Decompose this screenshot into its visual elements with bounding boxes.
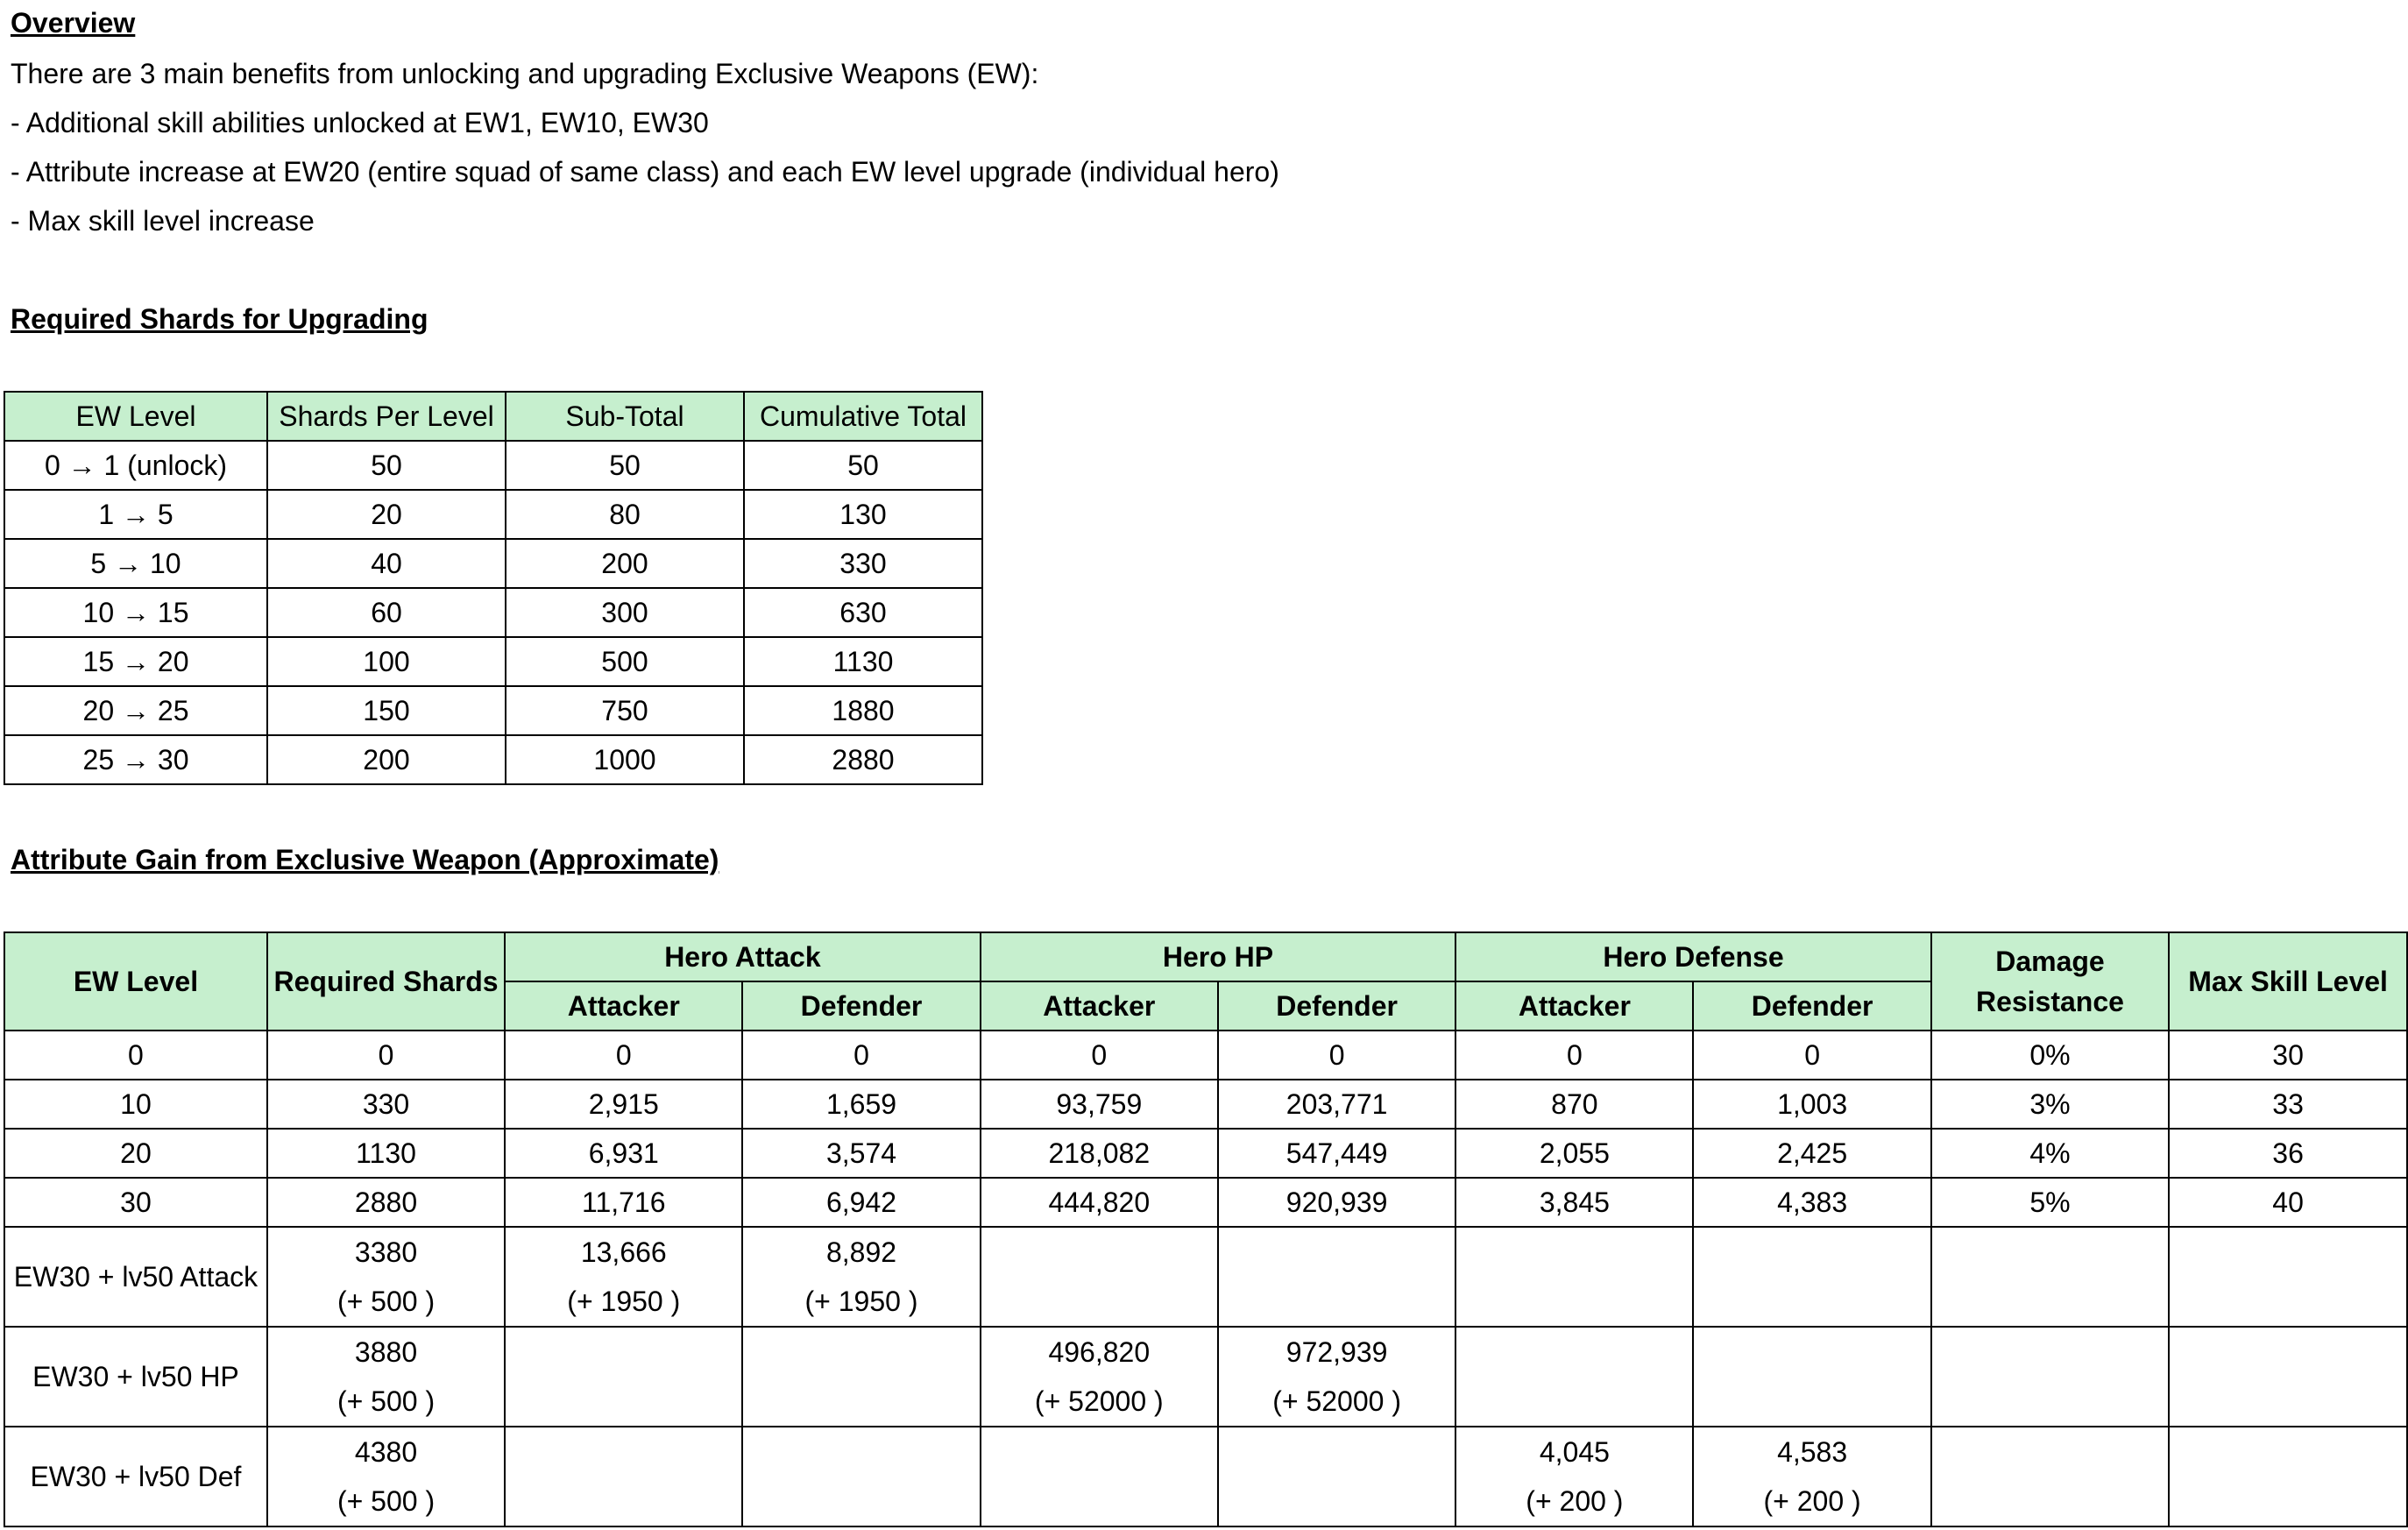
cell-sub-total: 300: [506, 588, 744, 637]
cell-value: 8,892: [825, 1236, 897, 1268]
cell-hp-attacker: 0: [981, 1031, 1218, 1080]
shards-heading: Required Shards for Upgrading: [11, 303, 428, 335]
cell-shards-per-level: 20: [267, 490, 506, 539]
table-row: [4, 1080, 2407, 1129]
cell-hp-attacker: [981, 1327, 1218, 1427]
cell-max-skill-level: [2169, 1427, 2407, 1526]
cell-attack-defender: 1,659: [742, 1080, 980, 1129]
header-damage-resistance: Damage Resistance: [1931, 932, 2169, 1031]
cell-increment: (+ 200 ): [1763, 1485, 1861, 1517]
cell-damage-resistance: 4%: [1931, 1129, 2169, 1178]
header-ew-level: EW Level: [4, 932, 267, 1031]
cell-hp-attacker: 93,759: [981, 1080, 1218, 1129]
table-row: [4, 637, 982, 686]
cell-defense-attacker: 2,055: [1455, 1129, 1693, 1178]
cell-attack-attacker: [505, 1227, 742, 1327]
header-hp-attacker: Attacker: [981, 981, 1218, 1031]
cell-hp-defender: [1218, 1327, 1455, 1427]
cell-defense-defender: [1693, 1227, 1930, 1327]
cell-hp-defender: 920,939: [1218, 1178, 1455, 1227]
cell-ew-level: 25 → 30: [4, 735, 267, 784]
cell-ew-level: EW30 + lv50 Attack: [4, 1227, 267, 1327]
cell-defense-defender: 0: [1693, 1031, 1930, 1080]
header-attack-attacker: Attacker: [505, 981, 742, 1031]
overview-line: - Attribute increase at EW20 (entire squad of same class) and each EW level upgrade (individual hero): [11, 156, 1279, 188]
cell-defense-defender: 2,425: [1693, 1129, 1930, 1178]
table-row: [4, 588, 982, 637]
cell-ew-level: 30: [4, 1178, 267, 1227]
attributes-heading: Attribute Gain from Exclusive Weapon (Approximate): [11, 844, 719, 875]
cell-required-shards: 0: [267, 1031, 505, 1080]
cell-sub-total: 80: [506, 490, 744, 539]
cell-damage-resistance: 0%: [1931, 1031, 2169, 1080]
cell-sub-total: 1000: [506, 735, 744, 784]
table-header-row: [4, 392, 982, 441]
cell-sub-total: 200: [506, 539, 744, 588]
cell-hp-attacker: [981, 1427, 1218, 1526]
cell-attack-defender: [742, 1427, 980, 1526]
cell-defense-attacker: 3,845: [1455, 1178, 1693, 1227]
cell-required-shards: [267, 1327, 505, 1427]
cell-attack-defender: 3,574: [742, 1129, 980, 1178]
cell-max-skill-level: 30: [2169, 1031, 2407, 1080]
cell-cumulative-total: 2880: [744, 735, 982, 784]
cell-cumulative-total: 50: [744, 441, 982, 490]
cell-increment: (+ 500 ): [336, 1385, 436, 1417]
cell-cumulative-total: 1880: [744, 686, 982, 735]
header-hero-hp: Hero HP: [981, 932, 1456, 981]
cell-value: 4380: [354, 1436, 418, 1468]
cell-value: 972,939: [1285, 1336, 1388, 1368]
overview-line: There are 3 main benefits from unlocking and upgrading Exclusive Weapons (EW):: [11, 58, 1039, 89]
cell-defense-attacker: [1455, 1327, 1693, 1427]
cell-ew-level: 0: [4, 1031, 267, 1080]
cell-defense-attacker: [1455, 1427, 1693, 1526]
cell-attack-attacker: 0: [505, 1031, 742, 1080]
cell-attack-defender: 0: [742, 1031, 980, 1080]
attributes-table: [4, 931, 2408, 1527]
cell-sub-total: 500: [506, 637, 744, 686]
header-hero-defense: Hero Defense: [1455, 932, 1930, 981]
header-attack-defender: Defender: [742, 981, 980, 1031]
cell-required-shards: 2880: [267, 1178, 505, 1227]
cell-increment: (+ 52000 ): [1272, 1385, 1401, 1417]
cell-max-skill-level: 40: [2169, 1178, 2407, 1227]
header-sub-total: Sub-Total: [506, 392, 744, 441]
overview-line: - Additional skill abilities unlocked at EW1, EW10, EW30: [11, 107, 709, 138]
cell-value: 3880: [354, 1336, 418, 1368]
table-row: [4, 686, 982, 735]
cell-ew-level: 10: [4, 1080, 267, 1129]
cell-attack-attacker: 6,931: [505, 1129, 742, 1178]
overview-list: [11, 56, 1279, 252]
table-row: [4, 1178, 2407, 1227]
cell-defense-attacker: 870: [1455, 1080, 1693, 1129]
cell-damage-resistance: [1931, 1227, 2169, 1327]
cell-defense-defender: 1,003: [1693, 1080, 1930, 1129]
cell-increment: (+ 1950 ): [567, 1286, 681, 1317]
table-header-row: [4, 932, 2407, 981]
header-defense-attacker: Attacker: [1455, 981, 1693, 1031]
table-row: [4, 1129, 2407, 1178]
cell-hp-attacker: 444,820: [981, 1178, 1218, 1227]
cell-required-shards: 1130: [267, 1129, 505, 1178]
table-row: [4, 735, 982, 784]
cell-defense-attacker: 0: [1455, 1031, 1693, 1080]
table-row-bonus-attack: [4, 1227, 2407, 1327]
cell-max-skill-level: 33: [2169, 1080, 2407, 1129]
cell-increment: (+ 1950 ): [804, 1286, 918, 1317]
header-max-skill-level: Max Skill Level: [2169, 932, 2407, 1031]
cell-shards-per-level: 200: [267, 735, 506, 784]
cell-ew-level: EW30 + lv50 HP: [4, 1327, 267, 1427]
header-hero-attack: Hero Attack: [505, 932, 980, 981]
cell-value: 4,583: [1777, 1436, 1848, 1468]
cell-defense-defender: [1693, 1427, 1930, 1526]
cell-required-shards: [267, 1227, 505, 1327]
cell-attack-attacker: 11,716: [505, 1178, 742, 1227]
header-defense-defender: Defender: [1693, 981, 1930, 1031]
cell-hp-defender: [1218, 1227, 1455, 1327]
cell-max-skill-level: [2169, 1327, 2407, 1427]
cell-attack-defender: [742, 1327, 980, 1427]
cell-value: 13,666: [580, 1236, 667, 1268]
cell-cumulative-total: 330: [744, 539, 982, 588]
cell-cumulative-total: 1130: [744, 637, 982, 686]
header-shards-per-level: Shards Per Level: [267, 392, 506, 441]
cell-defense-defender: 4,383: [1693, 1178, 1930, 1227]
cell-attack-attacker: [505, 1327, 742, 1427]
cell-increment: (+ 500 ): [336, 1485, 436, 1517]
cell-max-skill-level: [2169, 1227, 2407, 1327]
header-hp-defender: Defender: [1218, 981, 1455, 1031]
cell-attack-attacker: [505, 1427, 742, 1526]
table-row-bonus-hp: [4, 1327, 2407, 1427]
cell-cumulative-total: 630: [744, 588, 982, 637]
cell-ew-level: 5 → 10: [4, 539, 267, 588]
cell-ew-level: 0 → 1 (unlock): [4, 441, 267, 490]
cell-shards-per-level: 50: [267, 441, 506, 490]
cell-ew-level: 15 → 20: [4, 637, 267, 686]
header-required-shards: Required Shards: [267, 932, 505, 1031]
cell-required-shards: 330: [267, 1080, 505, 1129]
cell-attack-defender: 6,942: [742, 1178, 980, 1227]
cell-defense-defender: [1693, 1327, 1930, 1427]
cell-increment: (+ 52000 ): [1034, 1385, 1164, 1417]
cell-sub-total: 750: [506, 686, 744, 735]
cell-value: 4,045: [1539, 1436, 1610, 1468]
table-row: [4, 539, 982, 588]
cell-hp-defender: [1218, 1427, 1455, 1526]
cell-shards-per-level: 40: [267, 539, 506, 588]
cell-increment: (+ 500 ): [336, 1286, 436, 1317]
cell-sub-total: 50: [506, 441, 744, 490]
cell-attack-attacker: 2,915: [505, 1080, 742, 1129]
cell-hp-attacker: 218,082: [981, 1129, 1218, 1178]
table-row: [4, 1031, 2407, 1080]
cell-damage-resistance: 5%: [1931, 1178, 2169, 1227]
cell-hp-attacker: [981, 1227, 1218, 1327]
overview-line: - Max skill level increase: [11, 205, 315, 237]
cell-increment: (+ 200 ): [1526, 1485, 1624, 1517]
table-row-bonus-def: [4, 1427, 2407, 1526]
cell-hp-defender: 0: [1218, 1031, 1455, 1080]
header-cumulative-total: Cumulative Total: [744, 392, 982, 441]
cell-damage-resistance: 3%: [1931, 1080, 2169, 1129]
cell-defense-attacker: [1455, 1227, 1693, 1327]
table-row: [4, 490, 982, 539]
header-ew-level: EW Level: [4, 392, 267, 441]
cell-ew-level: 20 → 25: [4, 686, 267, 735]
cell-attack-defender: [742, 1227, 980, 1327]
cell-max-skill-level: 36: [2169, 1129, 2407, 1178]
cell-value: 3380: [354, 1236, 418, 1268]
table-row: [4, 441, 982, 490]
cell-required-shards: [267, 1427, 505, 1526]
cell-ew-level: 1 → 5: [4, 490, 267, 539]
cell-damage-resistance: [1931, 1427, 2169, 1526]
cell-shards-per-level: 100: [267, 637, 506, 686]
cell-cumulative-total: 130: [744, 490, 982, 539]
cell-ew-level: 20: [4, 1129, 267, 1178]
cell-hp-defender: 547,449: [1218, 1129, 1455, 1178]
shards-table: [4, 391, 983, 785]
cell-damage-resistance: [1931, 1327, 2169, 1427]
cell-ew-level: 10 → 15: [4, 588, 267, 637]
cell-shards-per-level: 60: [267, 588, 506, 637]
cell-shards-per-level: 150: [267, 686, 506, 735]
cell-hp-defender: 203,771: [1218, 1080, 1455, 1129]
overview-heading: Overview: [11, 7, 136, 39]
cell-value: 496,820: [1048, 1336, 1151, 1368]
cell-ew-level: EW30 + lv50 Def: [4, 1427, 267, 1526]
